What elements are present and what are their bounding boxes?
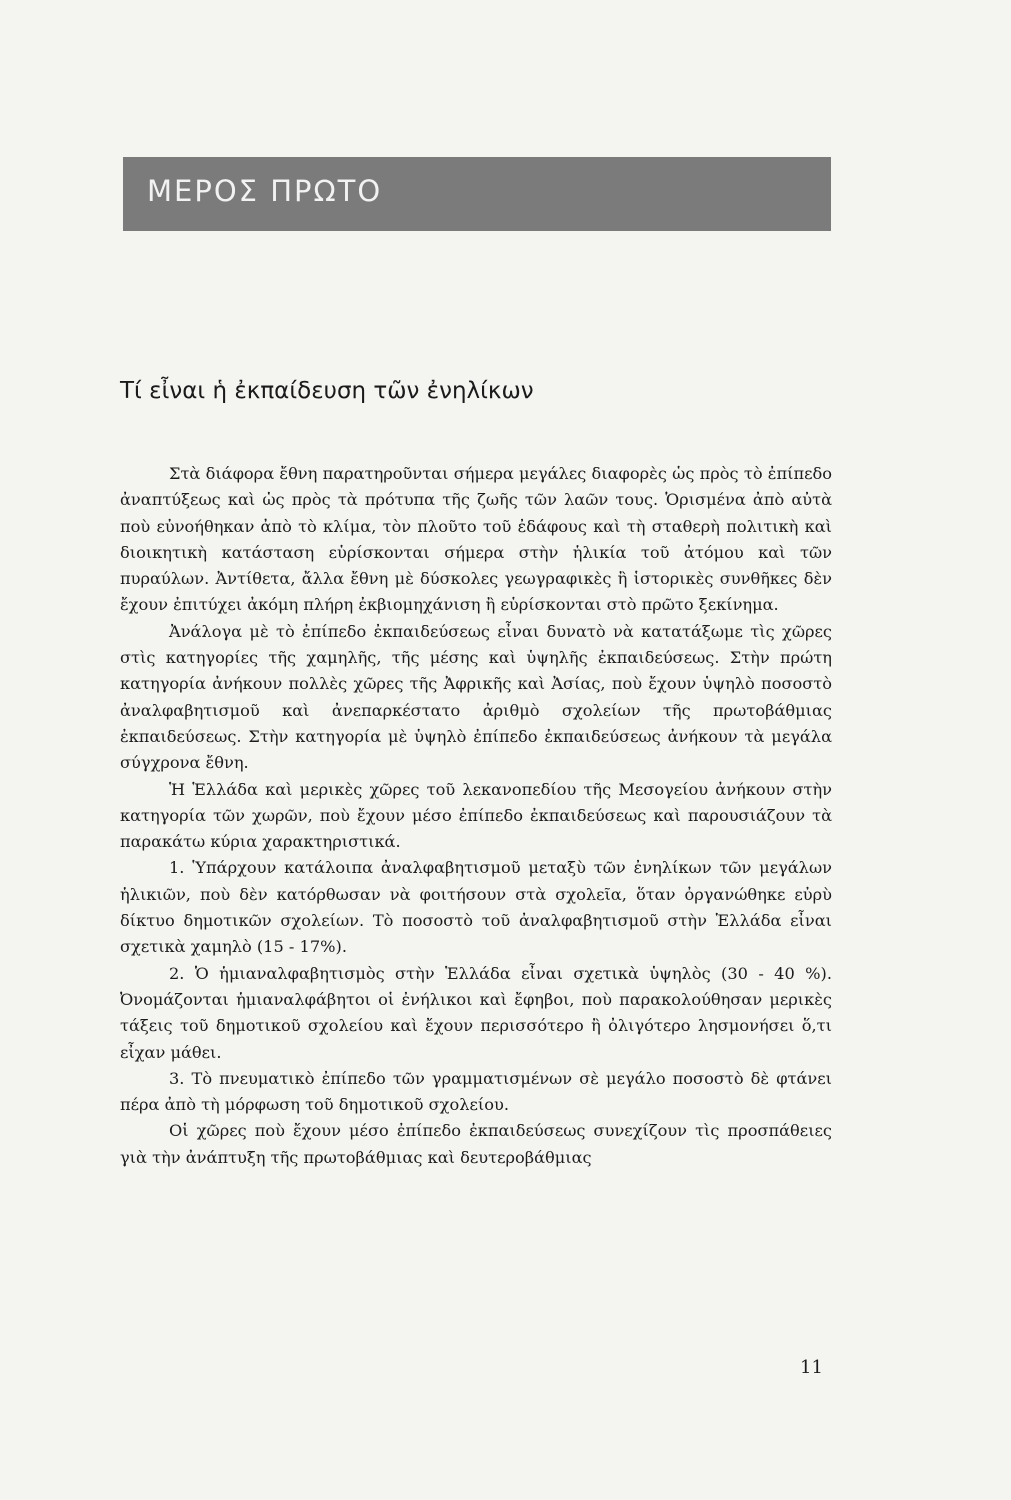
paragraph: Ἡ Ἑλλάδα καὶ μερικὲς χῶρες τοῦ λεκανοπεδίου τῆς Μεσογείου ἀνήκουν στὴν κατηγορία τῶν χωρῶν, ποὺ ἔχουν μέσο ἐπίπεδο ἐκπαιδεύσεως καὶ παρουσιάζουν τὰ παρακάτω κύρια χαρακτηριστικά.: [120, 779, 832, 852]
list-item: 3. Τὸ πνευματικὸ ἐπίπεδο τῶν γραμματισμένων σὲ μεγάλο ποσοστὸ δὲ φτάνει πέρα ἀπὸ τὴ μόρφωση τοῦ δημοτικοῦ σχολείου.: [120, 1068, 832, 1115]
body-text: [120, 461, 832, 1171]
chapter-title: Τί εἶναι ἡ ἐκπαίδευση τῶν ἐνηλίκων: [120, 378, 534, 404]
paragraph: Ἀνάλογα μὲ τὸ ἐπίπεδο ἐκπαιδεύσεως εἶναι δυνατὸ νὰ κατατάξωμε τὶς χῶρες στὶς κατηγορίες τῆς χαμηλῆς, τῆς μέσης καὶ ὑψηλῆς ἐκπαιδεύσεως. Στὴν πρώτη κατηγορία ἀνήκουν πολλὲς χῶρες τῆς Ἀφρικῆς καὶ Ἀσίας, ποὺ ἔχουν ὑψηλὸ ποσοστὸ ἀναλφαβητισμοῦ καὶ ἀνεπαρκέστατο ἀριθμὸ σχολείων τῆς πρωτοβάθμιας ἐκπαιδεύσεως. Στὴν κατηγορία μὲ ὑψηλὸ ἐπίπεδο ἐκπαιδεύσεως ἀνήκουν τὰ μεγάλα σύγχρονα ἔθνη.: [120, 621, 832, 773]
page-number: 11: [800, 1357, 823, 1378]
paragraph: Οἱ χῶρες ποὺ ἔχουν μέσο ἐπίπεδο ἐκπαιδεύσεως συνεχίζουν τὶς προσπάθειες γιὰ τὴν ἀνάπτυξη τῆς πρωτοβάθμιας καὶ δευτεροβάθμιας: [120, 1121, 832, 1167]
section-title: ΜΕΡΟΣ ΠΡΩΤΟ: [147, 174, 383, 208]
list-item: 1. Ὑπάρχουν κατάλοιπα ἀναλφαβητισμοῦ μεταξὺ τῶν ἐνηλίκων τῶν μεγάλων ἡλικιῶν, ποὺ δὲν κατόρθωσαν νὰ φοιτήσουν στὰ σχολεῖα, ὅταν ὀργανώθηκε εὐρὺ δίκτυο δημοτικῶν σχολείων. Τὸ ποσοστὸ τοῦ ἀναλφαβητισμοῦ στὴν Ἑλλάδα εἶναι σχετικὰ χαμηλὸ (15 - 17%).: [120, 858, 832, 957]
paragraph: Στὰ διάφορα ἔθνη παρατηροῦνται σήμερα μεγάλες διαφορὲς ὡς πρὸς τὸ ἐπίπεδο ἀναπτύξεως καὶ ὡς πρὸς τὰ πρότυπα τῆς ζωῆς τῶν λαῶν τους. Ὁρισμένα ἀπὸ αὐτὰ ποὺ εὐνοήθηκαν ἀπὸ τὸ κλίμα, τὸν πλοῦτο τοῦ ἐδάφους καὶ τὴ σταθερὴ πολιτικὴ καὶ διοικητικὴ κατάσταση εὑρίσκονται σήμερα στὴν ἡλικία τοῦ ἀτόμου καὶ τῶν πυραύλων. Ἀντίθετα, ἄλλα ἔθνη μὲ δύσκολες γεωγραφικὲς ἢ ἱστορικὲς συνθῆκες δὲν ἔχουν ἐπιτύχει ἀκόμη πλήρη ἐκβιομηχάνιση ἢ εὑρίσκονται στὸ πρῶτο ξεκίνημα.: [120, 464, 832, 615]
section-banner: [123, 157, 831, 231]
list-item: 2. Ὁ ἡμιαναλφαβητισμὸς στὴν Ἑλλάδα εἶναι σχετικὰ ὑψηλὸς (30 - 40 %). Ὀνομάζονται ἡμιαναλφάβητοι οἱ ἐνήλικοι καὶ ἔφηβοι, ποὺ παρακολούθησαν μερικὲς τάξεις τοῦ δημοτικοῦ σχολείου καὶ ἔχουν περισσότερο ἢ ὀλιγότερο λησμονήσει ὅ,τι εἶχαν μάθει.: [120, 963, 832, 1062]
